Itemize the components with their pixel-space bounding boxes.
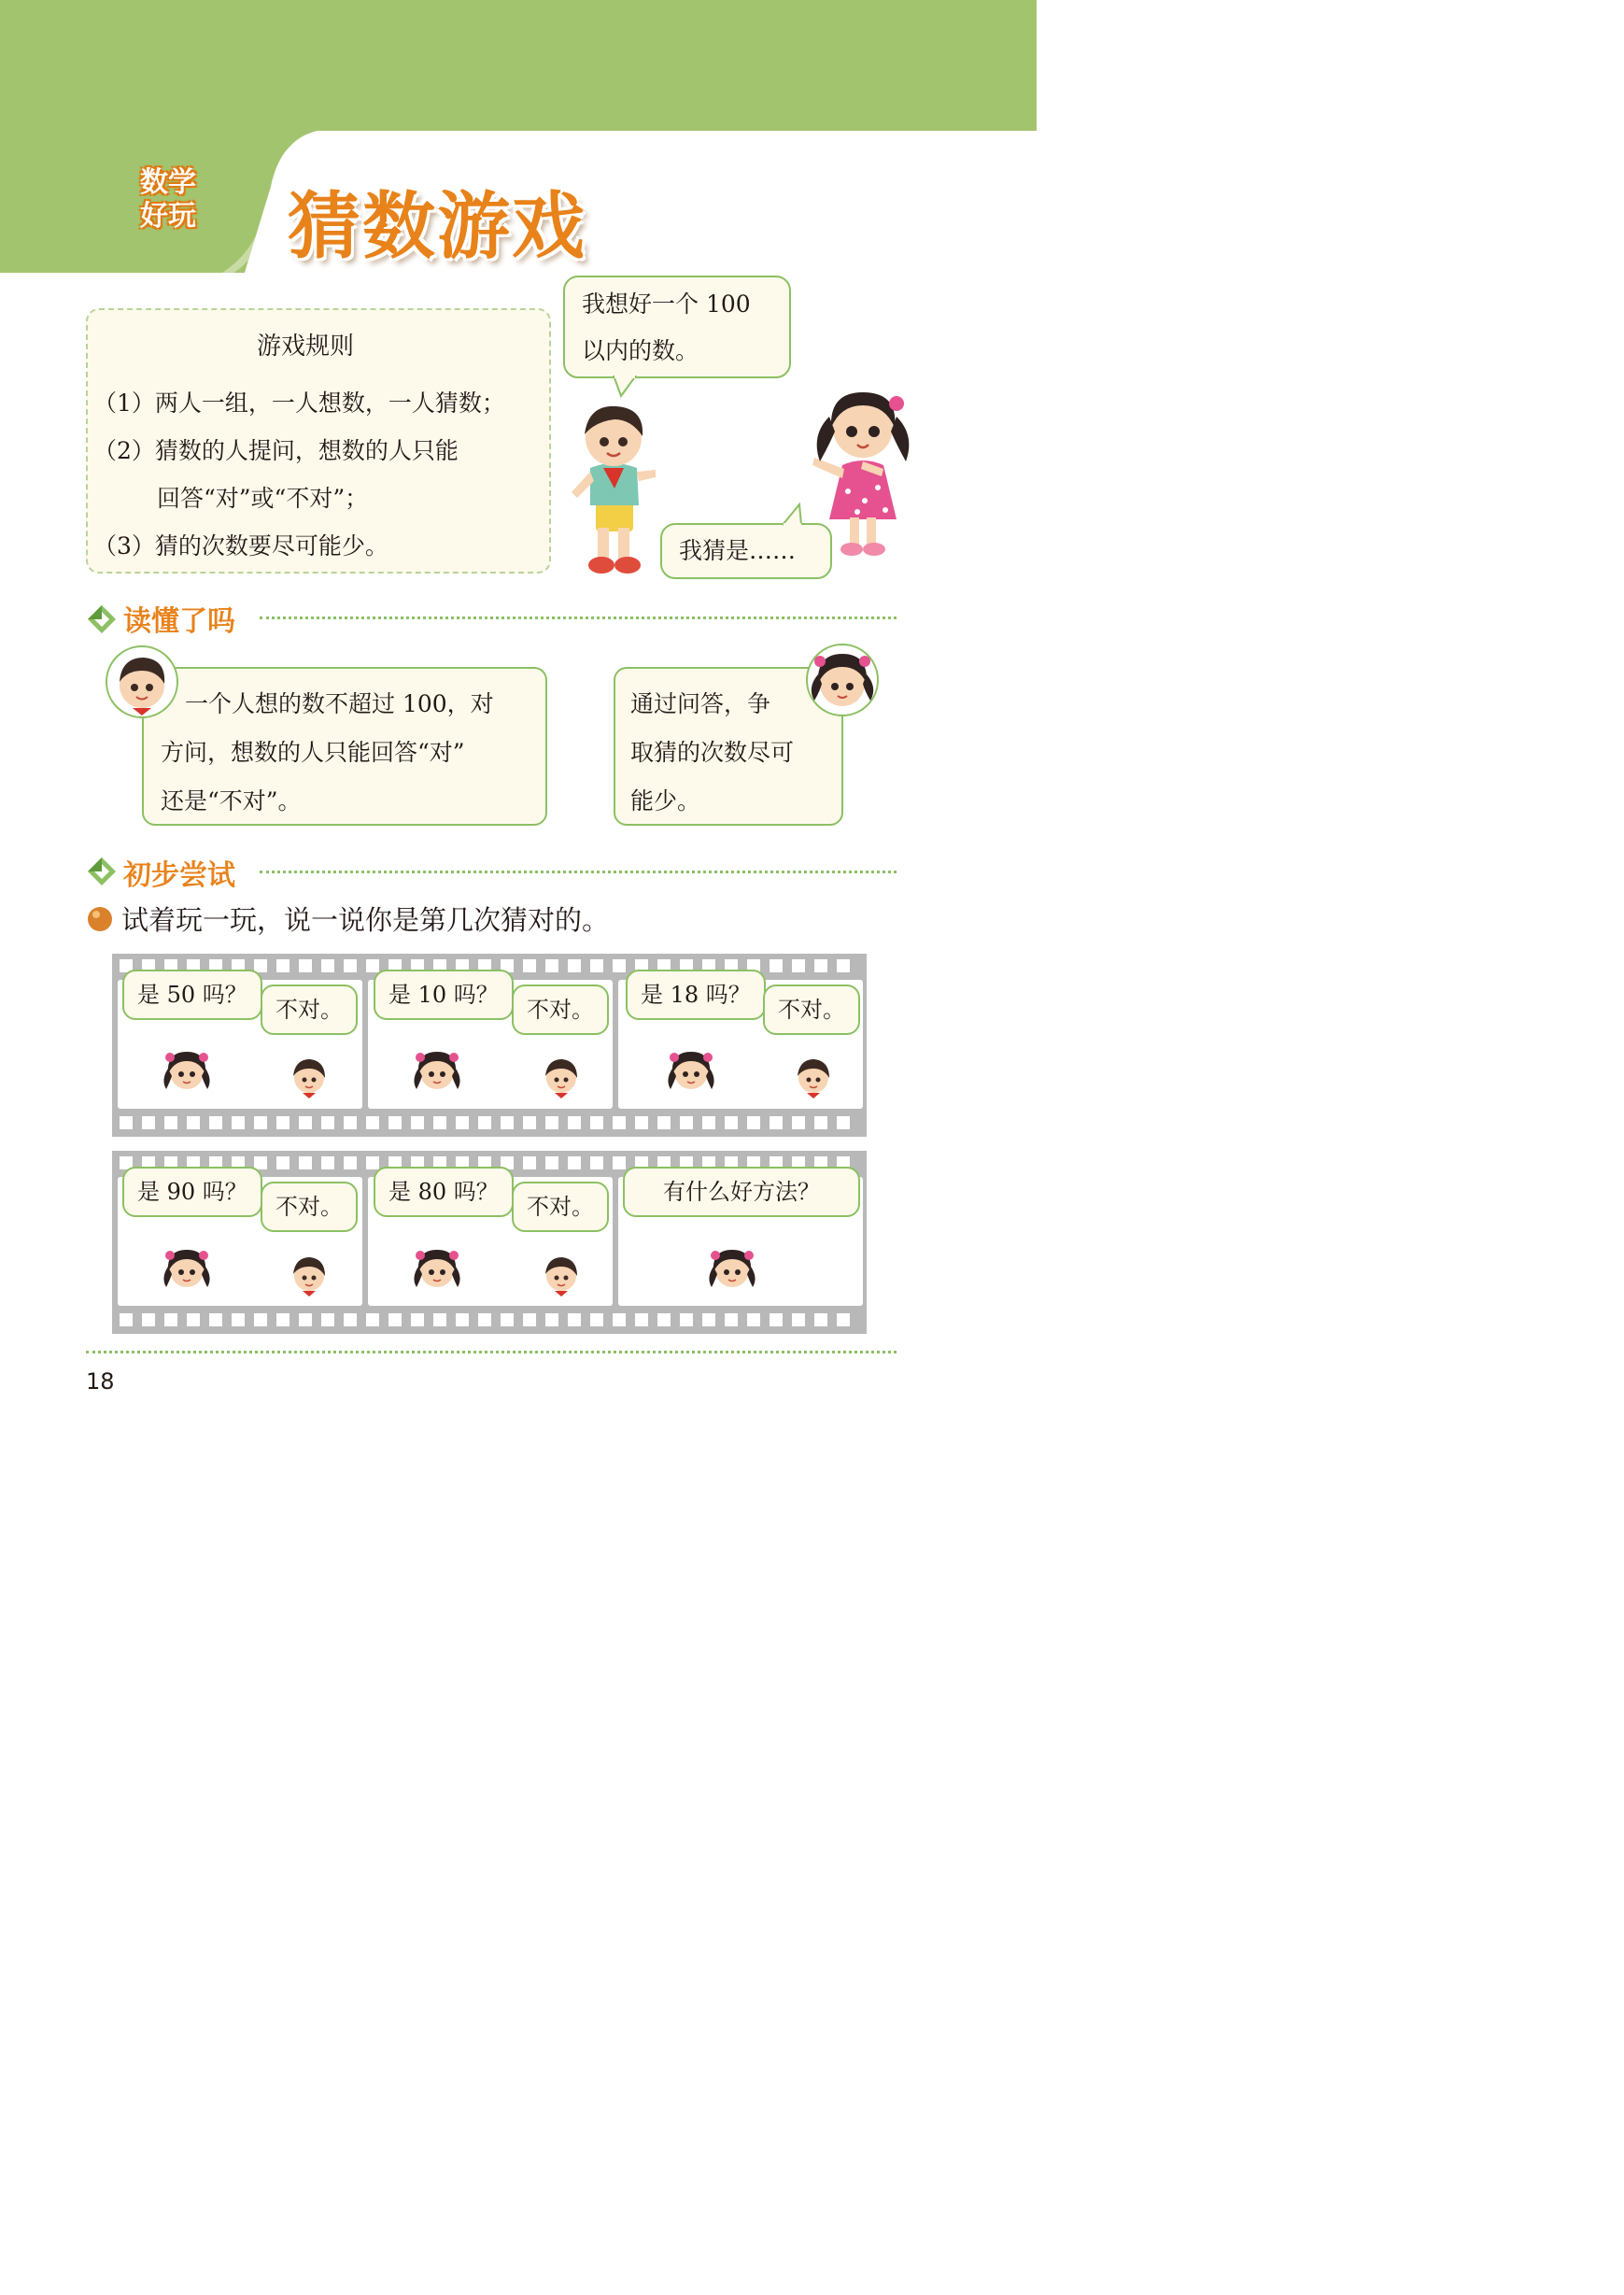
boy-speech-line1: 我想好一个 100 <box>582 290 751 318</box>
rule-3: （3）猜的次数要尽可能少。 <box>93 532 388 560</box>
series-mark <box>140 166 196 234</box>
girl-explanation-line3: 能少。 <box>630 787 701 815</box>
girl-explanation-line2: 取猜的次数尽可 <box>630 739 795 766</box>
try-instruction: 试着玩一玩，说一说你是第几次猜对的。 <box>121 904 610 936</box>
answer-bubble: 不对。 <box>261 1182 358 1232</box>
girl-head-icon <box>411 1242 463 1295</box>
question-bubble: 是 80 吗？ <box>374 1167 514 1217</box>
boy-head-icon <box>286 1252 332 1298</box>
question-bubble: 有什么好方法？ <box>623 1167 860 1217</box>
section-heading-try: 初步尝试 <box>123 859 235 892</box>
section-divider <box>260 871 897 873</box>
section-heading-understand: 读懂了吗 <box>123 605 235 638</box>
series-mark-line2: 好玩 <box>140 200 196 233</box>
boy-head-icon <box>538 1252 585 1298</box>
section-diamond-icon <box>86 856 118 887</box>
page-title: 猜数游戏 <box>288 185 587 269</box>
answer-bubble: 不对。 <box>763 985 860 1035</box>
boy-speech-line2: 以内的数。 <box>582 337 699 364</box>
girl-speech-bubble: 我猜是…… <box>660 523 832 579</box>
boy-illustration <box>566 397 661 580</box>
girl-head-icon <box>161 1242 213 1295</box>
boy-head-icon <box>790 1054 837 1100</box>
page-number: 18 <box>86 1368 115 1395</box>
rule-2: （2）猜数的人提问，想数的人只能 <box>93 437 459 464</box>
boy-explanation-box <box>142 667 547 826</box>
footer-divider <box>86 1351 897 1353</box>
boy-speech-bubble <box>563 276 791 378</box>
boy-head-icon <box>286 1054 332 1100</box>
bullet-dot-icon <box>86 905 114 933</box>
girl-head-icon <box>665 1044 717 1097</box>
boy-explanation-line2: 方问，想数的人只能回答“对” <box>161 739 465 766</box>
boy-avatar <box>105 645 179 719</box>
section-divider <box>260 616 897 619</box>
rules-heading: 游戏规则 <box>257 333 355 361</box>
question-bubble: 是 50 吗？ <box>122 970 262 1020</box>
girl-explanation-line1: 通过问答，争 <box>630 690 771 717</box>
girl-avatar <box>805 643 880 717</box>
boy-explanation-line1: 一个人想的数不超过 100，对 <box>185 690 494 717</box>
answer-bubble: 不对。 <box>261 985 358 1035</box>
boy-explanation-line3: 还是“不对”。 <box>161 787 302 815</box>
question-bubble: 是 18 吗？ <box>626 970 766 1020</box>
girl-head-icon <box>161 1044 213 1097</box>
rule-2-cont: 回答“对”或“不对”； <box>157 485 369 512</box>
series-mark-line1: 数学 <box>140 166 196 199</box>
boy-bubble-tail <box>612 375 640 398</box>
rule-1: （1）两人一组，一人想数，一人猜数； <box>93 390 505 417</box>
question-bubble: 是 10 吗？ <box>374 970 514 1020</box>
answer-bubble: 不对。 <box>512 1182 609 1232</box>
girl-head-icon <box>411 1044 463 1097</box>
answer-bubble: 不对。 <box>512 985 609 1035</box>
question-bubble: 是 90 吗？ <box>122 1167 262 1217</box>
girl-bubble-tail <box>783 503 805 527</box>
girl-illustration <box>807 379 919 559</box>
section-diamond-icon <box>86 603 118 635</box>
boy-head-icon <box>538 1054 585 1100</box>
girl-head-icon <box>706 1242 758 1295</box>
